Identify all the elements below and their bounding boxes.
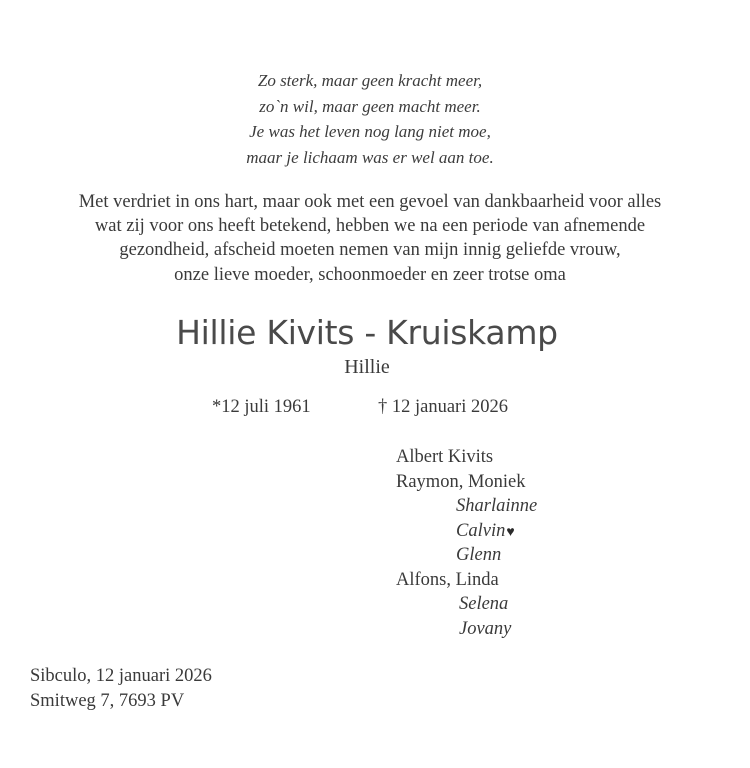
family-parents: Alfons, Linda (396, 569, 499, 590)
spouse-name: Albert Kivits (396, 447, 494, 467)
deceased-nickname: Hillie (344, 356, 390, 378)
family-parents: Raymon, Moniek (396, 471, 526, 492)
poem-line: Je was het leven nog lang niet moe, (249, 122, 491, 141)
grandchild-name: Glenn (456, 545, 502, 565)
address: Smitweg 7, 7693 PV (30, 690, 185, 711)
death-date: † 12 januari 2026 (378, 397, 508, 417)
announcement-line: Met verdriet in ons hart, maar ook met een gevoel van dankbaarheid voor alles (78, 192, 662, 212)
grandchild-name: Selena (459, 594, 509, 614)
deceased-name: Hillie Kivits - Kruiskamp (176, 313, 558, 352)
family-list (396, 445, 537, 641)
announcement-text (0, 190, 740, 287)
poem-line: zo`n wil, maar geen macht meer. (259, 96, 481, 116)
grandchild-name: Sharlainne (456, 496, 538, 516)
place-date: Sibculo, 12 januari 2026 (30, 666, 212, 686)
announcement-line: wat zij voor ons heeft betekend, hebben we na een periode van afnemende (94, 216, 646, 237)
announcement-line: onze lieve moeder, schoonmoeder en zeer trotse oma (174, 264, 566, 285)
poem-line: maar je lichaam was er wel aan toe. (246, 147, 494, 167)
grandchild-name: Calvin (456, 520, 506, 541)
poem-line: Zo sterk, maar geen kracht meer, (257, 71, 483, 90)
birth-date: *12 juli 1961 (212, 397, 311, 417)
footer-address (30, 664, 212, 713)
poem-block (0, 68, 740, 170)
grandchild-name-deceased (396, 519, 537, 544)
grandchild-name: Jovany (459, 618, 512, 639)
heart-icon: ♥ (506, 524, 515, 540)
announcement-line: gezondheid, afscheid moeten nemen van mijn innig geliefde vrouw, (119, 240, 621, 261)
